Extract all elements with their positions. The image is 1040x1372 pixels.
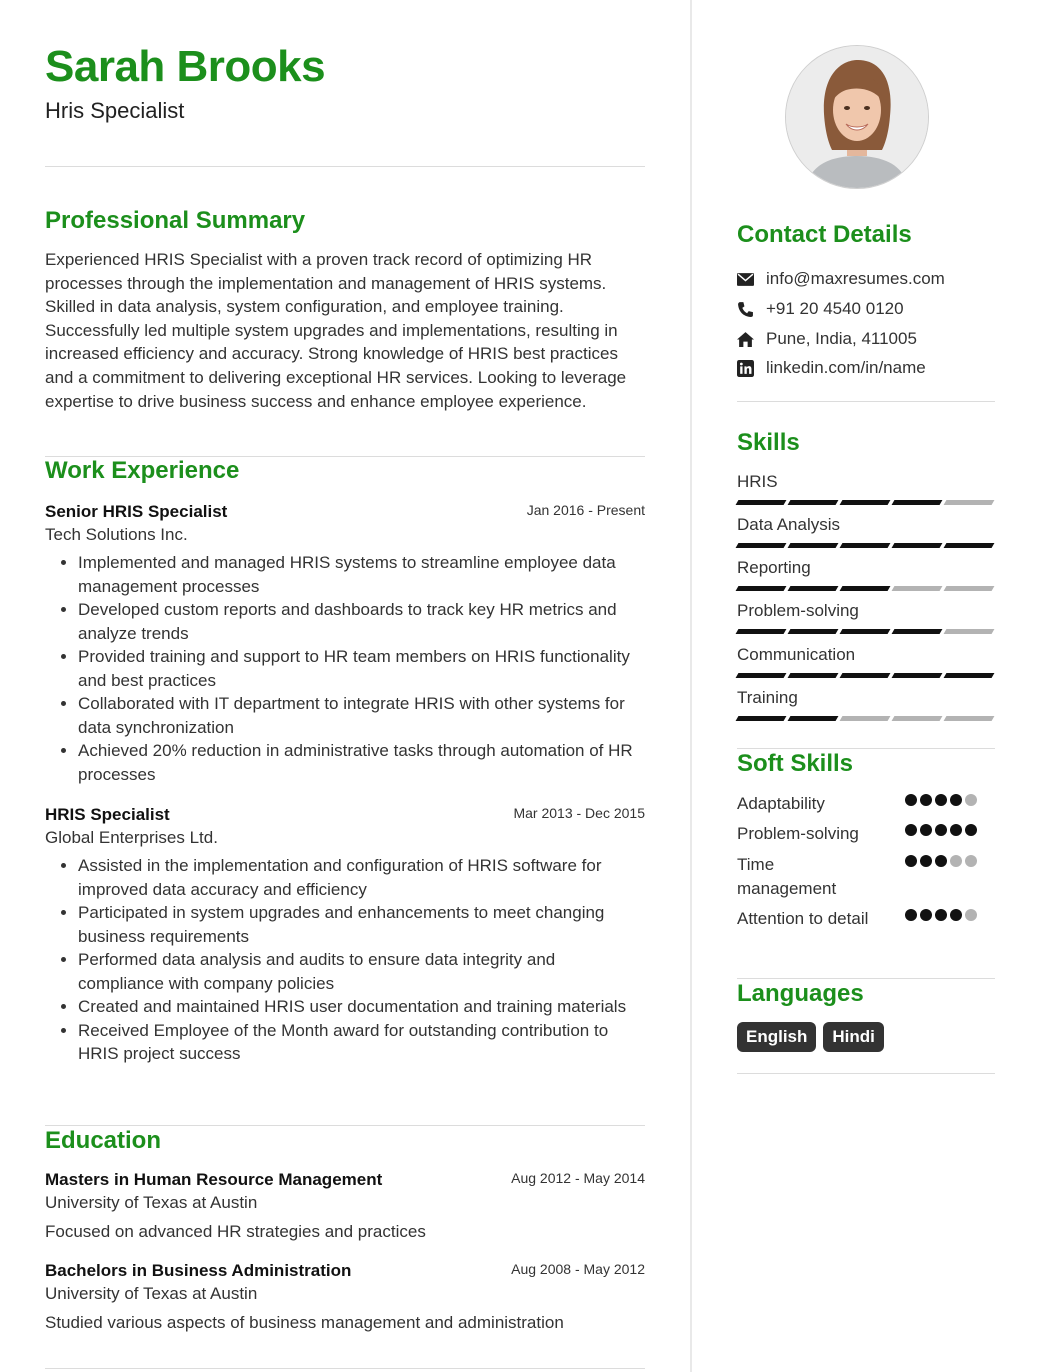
degree: Bachelors in Business Administration	[45, 1261, 352, 1280]
job-entry	[45, 805, 645, 1066]
skill-level-bar	[737, 500, 995, 505]
job-entry	[45, 502, 645, 786]
candidate-name: Sarah Brooks	[45, 42, 326, 91]
job-bullets	[45, 551, 645, 786]
contact-location-text: Pune, India, 411005	[766, 329, 917, 348]
linkedin-icon	[737, 360, 754, 377]
job-title: Senior HRIS Specialist	[45, 502, 228, 521]
rating-dot	[905, 794, 917, 806]
rating-dot	[935, 909, 947, 921]
skills-divider	[737, 748, 995, 749]
skill-level-bar	[737, 629, 995, 634]
rating-dot	[950, 855, 962, 867]
job-bullet: • Developed custom reports and dashboards to track key HR metrics and analyze trends	[78, 598, 645, 645]
profile-photo	[785, 45, 929, 189]
skill-name: Reporting	[737, 558, 811, 577]
skill-level-segment	[736, 500, 787, 505]
job-bullet: • Provided training and support to HR team members on HRIS functionality and best practices	[78, 645, 645, 692]
skill-item	[737, 645, 995, 678]
skill-name: Problem-solving	[737, 601, 859, 620]
education-dates: Aug 2012 - May 2014	[511, 1170, 645, 1186]
skill-level-segment	[788, 586, 839, 591]
rating-dot	[965, 794, 977, 806]
language-badge: English	[737, 1022, 816, 1052]
job-bullets	[45, 854, 645, 1066]
education-dates: Aug 2008 - May 2012	[511, 1261, 645, 1277]
education-description: Studied various aspects of business management and administration	[45, 1313, 564, 1332]
skill-level-segment	[944, 629, 995, 634]
education-entry	[45, 1170, 645, 1242]
skill-item	[737, 515, 995, 548]
job-bullet: • Created and maintained HRIS user documentation and training materials	[78, 995, 645, 1019]
soft-skill-item	[737, 822, 995, 846]
skill-item	[737, 688, 995, 721]
skill-name: Data Analysis	[737, 515, 840, 534]
skill-level-segment	[736, 586, 787, 591]
languages-list	[737, 1022, 884, 1052]
header-divider	[45, 166, 645, 167]
rating-dot	[935, 824, 947, 836]
skill-level-segment	[788, 500, 839, 505]
job-bullet: • Received Employee of the Month award for outstanding contribution to HRIS project success	[78, 1019, 645, 1066]
rating-dot	[920, 855, 932, 867]
skill-level-segment	[736, 629, 787, 634]
contact-email-text: info@maxresumes.com	[766, 269, 945, 288]
rating-dot	[920, 909, 932, 921]
job-bullet: • Implemented and managed HRIS systems to streamline employee data management processes	[78, 551, 645, 598]
skill-level-segment	[840, 500, 891, 505]
contact-phone-text: +91 20 4540 0120	[766, 299, 904, 318]
rating-dot	[905, 855, 917, 867]
rating-dot	[965, 909, 977, 921]
rating-dot	[965, 824, 977, 836]
skill-level-segment	[892, 586, 943, 591]
soft-skill-name: Adaptability	[737, 794, 825, 813]
skill-level-bar	[737, 543, 995, 548]
job-dates: Jan 2016 - Present	[526, 502, 645, 518]
skill-item	[737, 558, 995, 591]
candidate-title: Hris Specialist	[45, 98, 185, 123]
rating-dot	[950, 794, 962, 806]
rating-dot	[950, 824, 962, 836]
languages-divider	[737, 1073, 995, 1074]
soft-skill-item	[737, 792, 995, 816]
education-description: Focused on advanced HR strategies and practices	[45, 1222, 426, 1241]
skill-level-bar	[737, 716, 995, 721]
rating-dot	[935, 794, 947, 806]
skill-level-segment	[892, 716, 943, 721]
soft-skills-divider	[737, 978, 995, 979]
skill-level-segment	[944, 673, 995, 678]
envelope-icon	[737, 271, 754, 288]
soft-skill-rating	[905, 855, 985, 880]
rating-dot	[905, 909, 917, 921]
skill-level-segment	[788, 629, 839, 634]
soft-skill-rating	[905, 794, 985, 819]
skill-level-segment	[944, 500, 995, 505]
phone-icon	[737, 301, 754, 318]
soft-skill-name: Problem-solving	[737, 824, 859, 843]
soft-skill-rating	[905, 824, 985, 849]
job-bullet: • Performed data analysis and audits to ensure data integrity and compliance with company policies	[78, 948, 645, 995]
job-bullet: • Achieved 20% reduction in administrative tasks through automation of HR processes	[78, 739, 645, 786]
experience-divider	[45, 1125, 645, 1126]
soft-skill-item	[737, 853, 995, 900]
language-badge: Hindi	[823, 1022, 884, 1052]
skills-heading: Skills	[737, 429, 800, 456]
skill-name: Training	[737, 688, 798, 707]
job-bullet: • Collaborated with IT department to integrate HRIS with other systems for data synchronization	[78, 692, 645, 739]
contact-heading: Contact Details	[737, 221, 912, 248]
languages-heading: Languages	[737, 980, 864, 1007]
job-company: Global Enterprises Ltd.	[45, 828, 218, 847]
skill-level-segment	[736, 543, 787, 548]
job-bullet: • Participated in system upgrades and enhancements to meet changing business requirements	[78, 901, 645, 948]
skill-level-segment	[840, 543, 891, 548]
skill-level-bar	[737, 673, 995, 678]
soft-skills-heading: Soft Skills	[737, 750, 854, 777]
experience-heading: Work Experience	[45, 457, 240, 484]
school: University of Texas at Austin	[45, 1284, 258, 1303]
skill-item	[737, 601, 995, 634]
rating-dot	[920, 794, 932, 806]
summary-heading: Professional Summary	[45, 207, 306, 234]
education-divider	[45, 1368, 645, 1369]
degree: Masters in Human Resource Management	[45, 1170, 383, 1189]
home-icon	[737, 331, 754, 348]
rating-dot	[965, 855, 977, 867]
skill-name: Communication	[737, 645, 856, 664]
skill-level-segment	[840, 673, 891, 678]
job-bullet: • Assisted in the implementation and configuration of HRIS software for improved data accuracy and efficiency	[78, 854, 645, 901]
skill-level-segment	[892, 629, 943, 634]
skill-level-segment	[892, 543, 943, 548]
soft-skill-name: Attention to detail	[737, 909, 869, 928]
education-heading: Education	[45, 1127, 162, 1154]
skill-item	[737, 472, 995, 505]
skill-level-segment	[892, 673, 943, 678]
soft-skill-name: Time management	[737, 855, 837, 898]
skill-level-segment	[788, 543, 839, 548]
summary-text: Experienced HRIS Specialist with a proven track record of optimizing HR processes through the implementation and management of HRIS systems. Skilled in data analysis, system configuration, and employee training. Successfully led multiple system upgrades and implementations, resulting in increased efficiency and accuracy. Strong knowledge of HRIS best practices and a commitment to delivering exceptional HR services. Looking to leverage expertise to drive business success and enhance employee experience.	[45, 250, 627, 411]
contact-location	[737, 329, 917, 349]
column-divider	[690, 0, 692, 1372]
job-dates: Mar 2013 - Dec 2015	[513, 805, 645, 821]
rating-dot	[935, 855, 947, 867]
skill-level-segment	[736, 673, 787, 678]
skill-level-segment	[736, 716, 787, 721]
skill-level-segment	[944, 543, 995, 548]
skill-level-segment	[892, 500, 943, 505]
rating-dot	[950, 909, 962, 921]
skill-level-segment	[944, 716, 995, 721]
soft-skill-rating	[905, 909, 985, 934]
skill-level-bar	[737, 586, 995, 591]
skill-level-segment	[840, 586, 891, 591]
school: University of Texas at Austin	[45, 1193, 258, 1212]
skill-name: HRIS	[737, 472, 778, 491]
soft-skill-item	[737, 907, 995, 931]
skill-level-segment	[840, 716, 891, 721]
contact-phone[interactable]	[737, 299, 904, 319]
rating-dot	[920, 824, 932, 836]
contact-email[interactable]	[737, 269, 945, 289]
skill-level-segment	[788, 673, 839, 678]
rating-dot	[905, 824, 917, 836]
job-title: HRIS Specialist	[45, 805, 170, 824]
skill-level-segment	[840, 629, 891, 634]
job-company: Tech Solutions Inc.	[45, 525, 188, 544]
skill-level-segment	[788, 716, 839, 721]
skill-level-segment	[944, 586, 995, 591]
contact-linkedin[interactable]	[737, 358, 926, 378]
education-entry	[45, 1261, 645, 1333]
contact-divider	[737, 401, 995, 402]
contact-linkedin-text: linkedin.com/in/name	[766, 358, 926, 377]
